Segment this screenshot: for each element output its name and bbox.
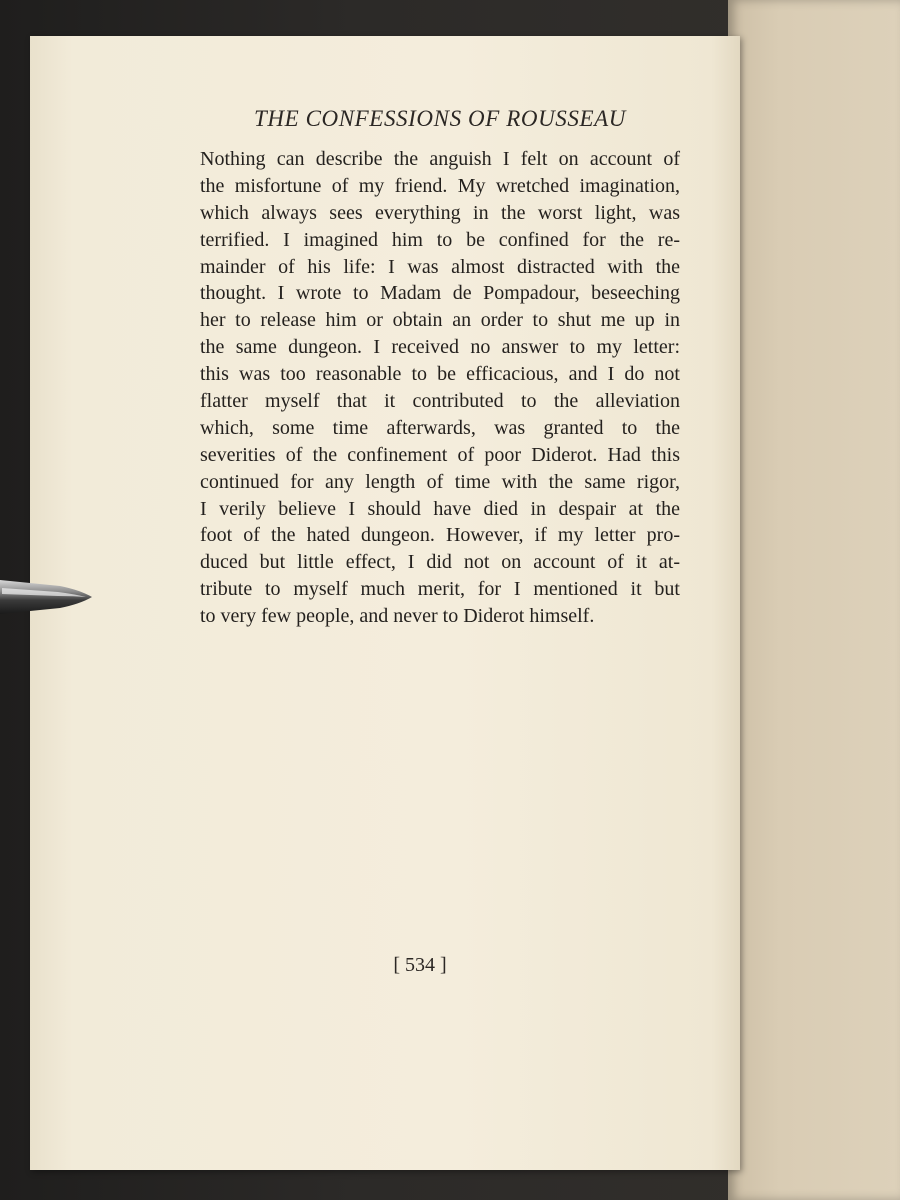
- page-number: [ 534 ]: [393, 954, 447, 976]
- running-head: THE CONFESSIONS OF ROUSSEAU: [253, 106, 627, 131]
- book-page: [30, 36, 740, 1170]
- text-line: mainder of his life: I was almost distracted with the: [200, 255, 680, 278]
- text-line: which, some time afterwards, was granted to the: [200, 416, 680, 439]
- text-line: this was too reasonable to be efficacious, and I do not: [200, 363, 680, 386]
- text-line: duced but little effect, I did not on account of it at-: [200, 551, 680, 574]
- text-line: terrified. I imagined him to be confined for the re-: [200, 228, 680, 251]
- text-line: flatter myself that it contributed to the alleviation: [200, 390, 680, 413]
- pencil-tip-icon: [0, 574, 92, 620]
- text-line: her to release him or obtain an order to shut me up in: [200, 309, 680, 332]
- body-text: [200, 146, 680, 630]
- facing-page-edge: [728, 0, 900, 1200]
- text-line: I verily believe I should have died in despair at the: [200, 497, 680, 520]
- text-line: severities of the confinement of poor Diderot. Had this: [200, 443, 680, 466]
- text-line: thought. I wrote to Madam de Pompadour, beseeching: [200, 282, 680, 305]
- text-line: to very few people, and never to Diderot himself.: [200, 605, 595, 628]
- text-line: the misfortune of my friend. My wretched imagination,: [200, 174, 680, 197]
- text-line: Nothing can describe the anguish I felt on account of: [200, 148, 680, 170]
- text-line: continued for any length of time with the same rigor,: [200, 470, 680, 493]
- text-line: which always sees everything in the worst light, was: [200, 201, 680, 224]
- text-line: foot of the hated dungeon. However, if my letter pro-: [200, 524, 680, 547]
- text-line: the same dungeon. I received no answer to my letter:: [200, 336, 680, 359]
- text-line: tribute to myself much merit, for I mentioned it but: [200, 578, 680, 601]
